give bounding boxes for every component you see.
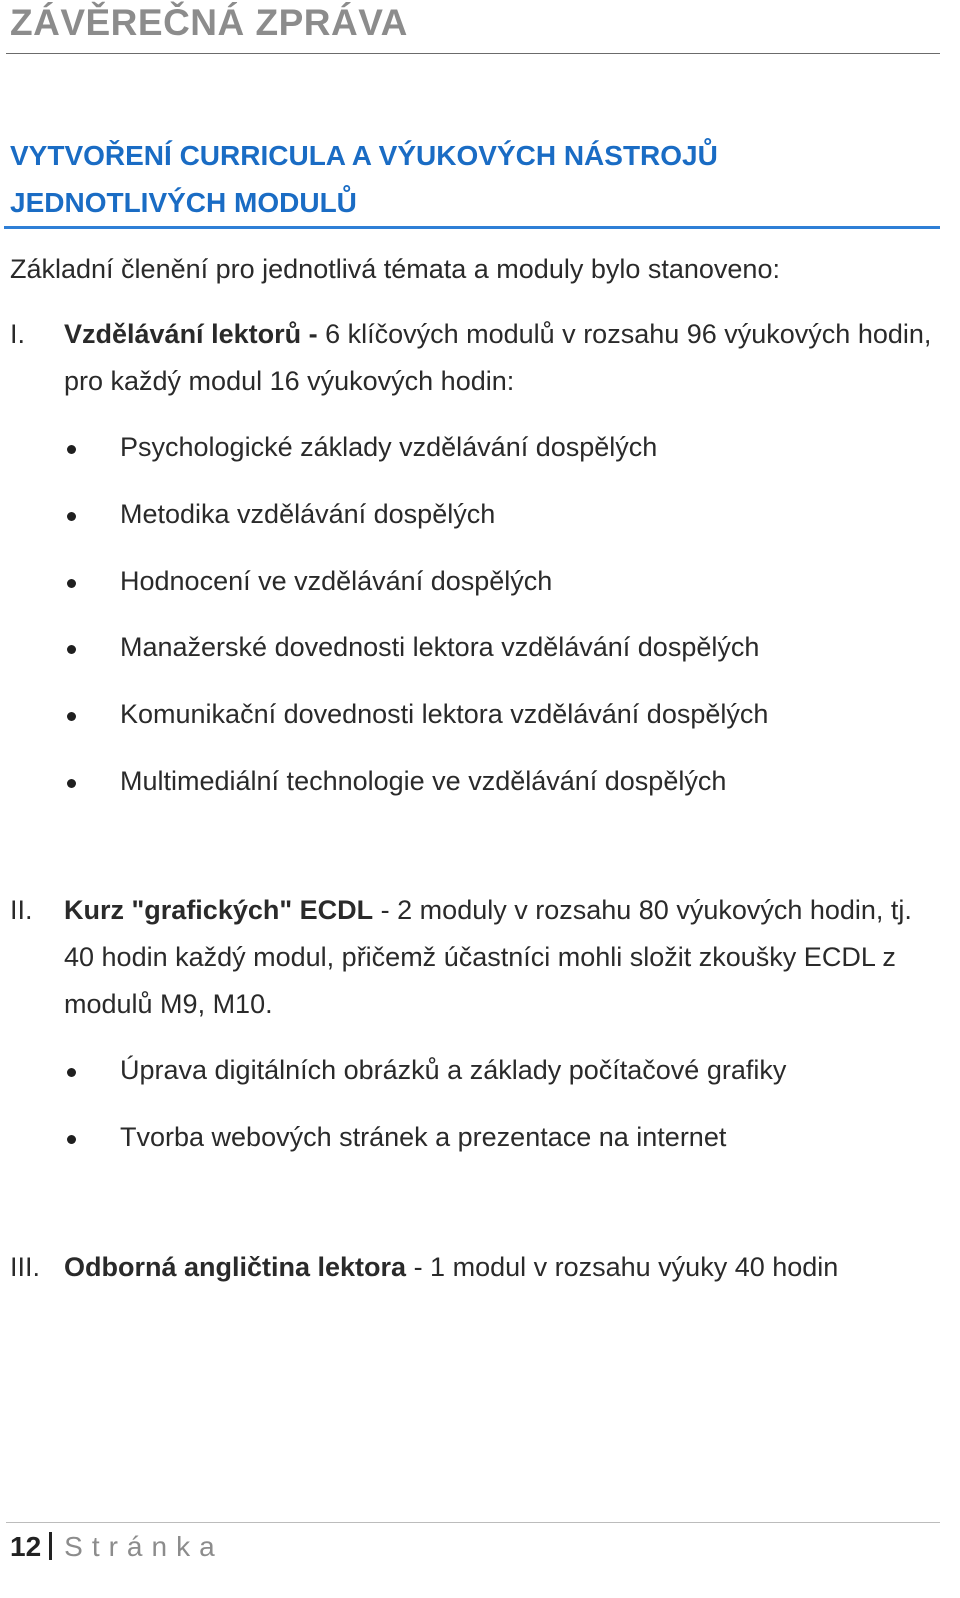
bullet-icon: [67, 1135, 76, 1144]
bullet-icon: [67, 512, 76, 521]
section-description: 6 klíčových modulů v rozsahu 96 výukových hodin, pro každý modul 16 výukových hodin:: [64, 319, 932, 396]
bullet-icon: [67, 712, 76, 721]
list-item-text: Komunikační dovednosti lektora vzdělávání dospělých: [120, 699, 769, 730]
list-item-text: Psychologické základy vzdělávání dospělých: [120, 432, 658, 462]
footer-separator: [49, 1532, 52, 1560]
bullet-icon: [67, 1068, 76, 1077]
section-numeral: III.: [10, 1252, 41, 1282]
section-2-module-list: [0, 1045, 960, 1179]
list-item: [0, 556, 960, 623]
list-item-text: Hodnocení ve vzdělávání dospělých: [120, 565, 553, 596]
section-title: Vzdělávání lektorů -: [64, 319, 318, 349]
bullet-icon: [67, 445, 76, 454]
report-title: ZÁVĚREČNÁ ZPRÁVA: [10, 2, 408, 43]
title-divider: [6, 53, 940, 54]
list-item: [0, 756, 960, 823]
section-1-module-list: [0, 422, 960, 823]
page-label: Stránka: [64, 1531, 224, 1562]
section-heading: VYTVOŘENÍ CURRICULA A VÝUKOVÝCH NÁSTROJŮ JEDNOTLIVÝCH MODULŮ: [10, 140, 718, 218]
list-item: [0, 422, 960, 489]
list-item: [0, 489, 960, 556]
list-item-text: Multimediální technologie ve vzdělávání dospělých: [120, 765, 727, 796]
section-numeral: II.: [10, 895, 33, 925]
bullet-icon: [67, 779, 76, 788]
section-title: Kurz "grafických" ECDL: [64, 895, 374, 925]
page-footer: [10, 1527, 224, 1567]
list-item: [0, 622, 960, 689]
list-item: [0, 689, 960, 756]
section-text: [64, 311, 944, 405]
section-title: Odborná angličtina lektora: [64, 1252, 407, 1282]
list-item-text: Úprava digitálních obrázků a základy počítačové grafiky: [120, 1055, 787, 1085]
intro-paragraph: Základní členění pro jednotlivá témata a moduly bylo stanoveno:: [10, 254, 780, 284]
heading-divider: [4, 226, 940, 229]
list-item-text: Metodika vzdělávání dospělých: [120, 498, 496, 529]
page-number: 12: [10, 1531, 42, 1562]
list-item-text: Manažerské dovednosti lektora vzdělávání dospělých: [120, 632, 760, 663]
section-text: [64, 887, 944, 1028]
bullet-icon: [67, 645, 76, 654]
list-item-text: Tvorba webových stránek a prezentace na internet: [120, 1121, 727, 1152]
list-item: [0, 1045, 960, 1112]
section-numeral: I.: [10, 319, 26, 349]
section-text: [64, 1244, 944, 1291]
list-item: [0, 1112, 960, 1179]
section-description: - 2 moduly v rozsahu 80 výukových hodin, tj. 40 hodin každý modul, přičemž účastníci mohli složit zkoušky ECDL z modulů M9, M10.: [64, 895, 912, 1019]
section-description: - 1 modul v rozsahu výuky 40 hodin: [406, 1252, 839, 1282]
footer-divider: [6, 1522, 940, 1523]
bullet-icon: [67, 579, 76, 588]
